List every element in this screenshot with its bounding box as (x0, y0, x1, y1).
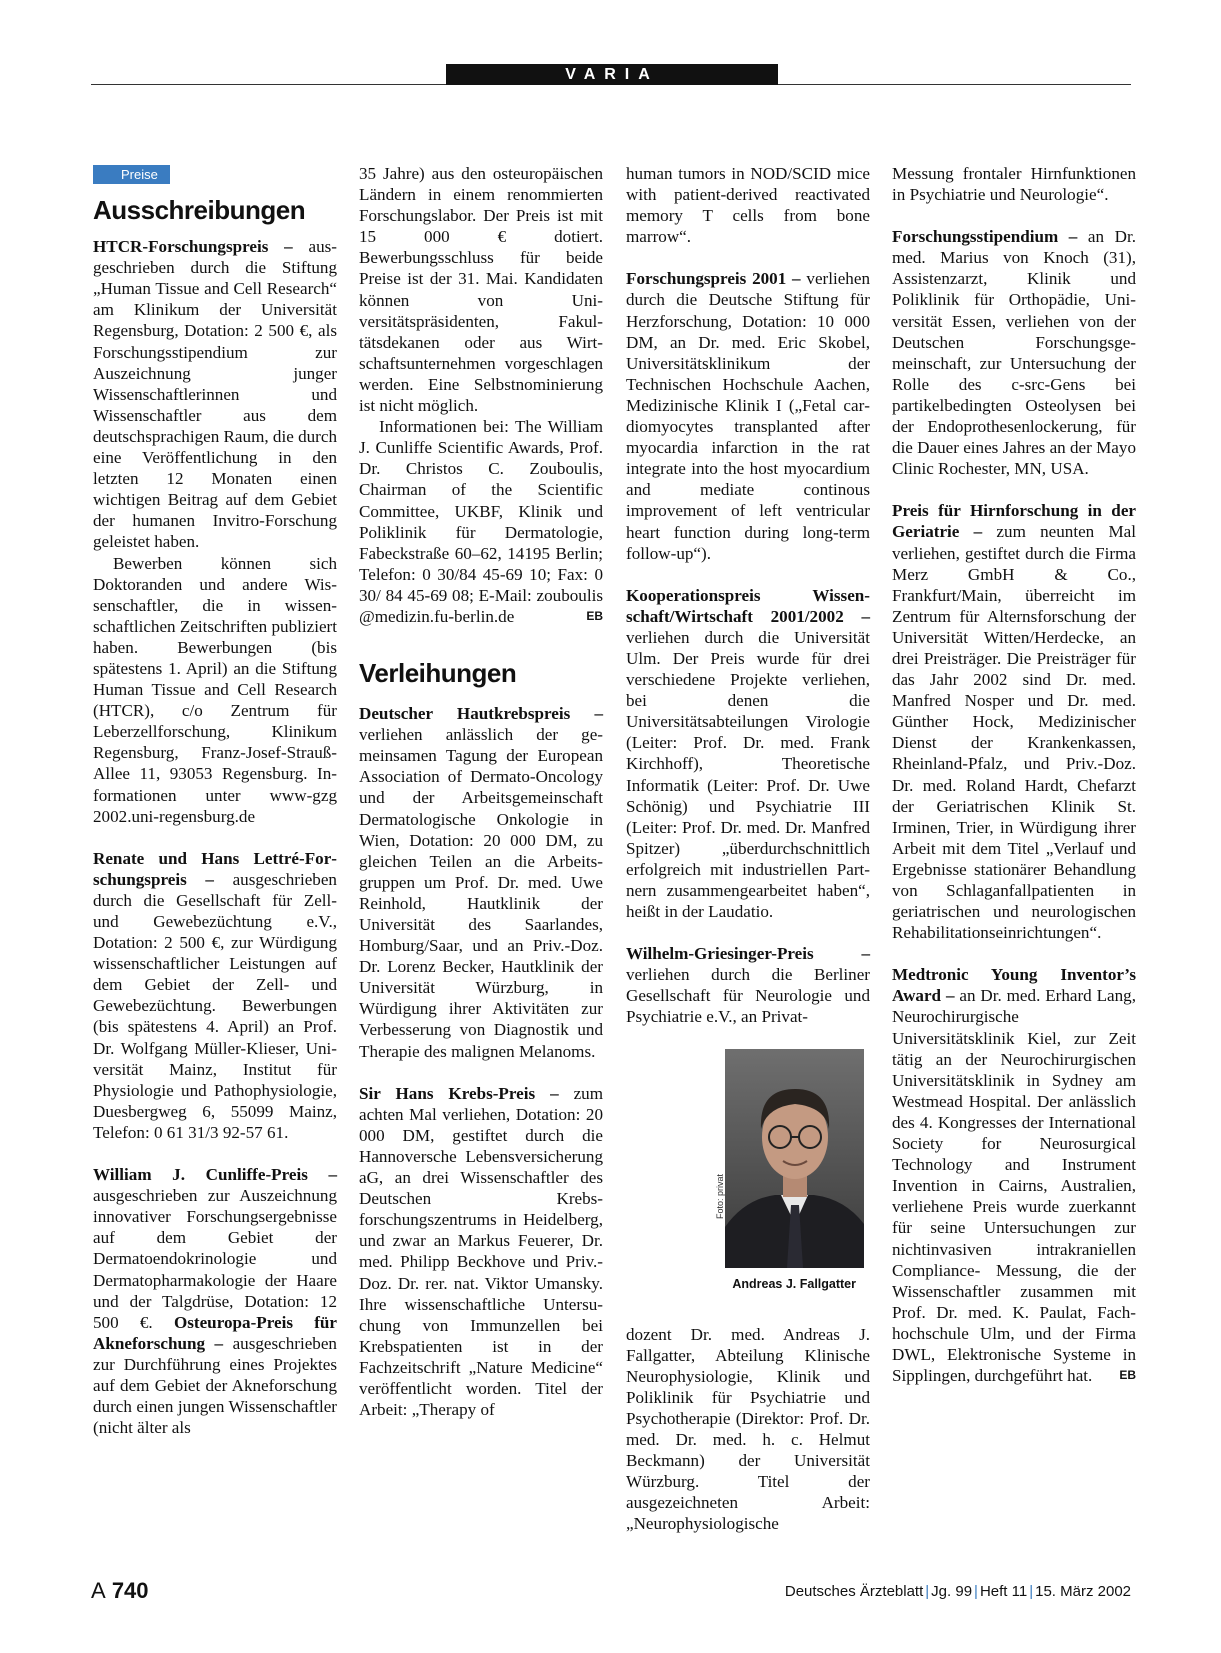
award-title: Deutscher Hautkrebspreis – (359, 704, 603, 724)
paragraph-lettre (93, 848, 337, 1143)
paragraph-forschungspreis (626, 268, 870, 563)
journal-info: Deutsches Ärzteblatt | Jg. 99 | Heft 11 | 15. März 2002 (784, 1583, 1131, 1600)
paragraph-hautkrebspreis (359, 703, 603, 1062)
page-prefix: A (91, 1578, 106, 1603)
award-title: HTCR-Forschungspreis – (93, 237, 293, 257)
paragraph-text: ausgeschrieben zur Durchführung eines Projektes auf dem Gebiet der Akneforschung durch einen jungen Wissenschaftler (nicht älter als (93, 1333, 337, 1438)
paragraph-osteuropa: 35 Jahre) aus den osteuropäischen Ländern in einem renommierten Forschungslabor. Der Preis ist mit 15 000 € dotiert. Bewerbungsschluss für beide Preise ist der 31. Mai. Kandidaten können von Universitätspräsidenten, Fakultätsdekanen oder aus Wirtschaftsunternehmen vorgeschlagen werden. Eine Selbstnominierung ist nicht möglich. (359, 164, 603, 416)
award-title: Preis für Hirnforschung in der Geriatrie – (892, 501, 1136, 542)
section-label: VARIA (446, 64, 778, 85)
author-initials: EB (586, 608, 603, 623)
paragraph-messung: Messung frontaler Hirnfunktionen in Psychiatrie und Neurologie“. (892, 164, 1136, 205)
award-title: William J. Cunliffe-Preis – (93, 1165, 337, 1185)
paragraph-text: verliehen durch die Universität Ulm. Der Preis wurde für drei verschiedene Projekte verliehen, bei denen die Universitätsabteilungen Virologie (Leiter: Prof. Dr. med. Frank Kirchhoff), Theoretische Informatik (Leiter: Prof. Dr. Uwe Schönig) und Psychiatrie III (Leiter: Prof. Dr. med. Dr. Manfred Spitzer) „überdurchschnittlich erfolgreich mit industriellen Partnern zusammengearbeitet haben“, heißt in der Laudatio. (626, 627, 870, 922)
photo-credit: Foto: privat (715, 1173, 725, 1219)
column-3 (626, 163, 870, 1535)
award-title: Wilhelm-Griesinger-Preis – (626, 944, 870, 964)
column-1 (93, 163, 337, 1438)
paragraph-kooperationspreis (626, 585, 870, 923)
award-title: Forschungspreis 2001 – (626, 269, 801, 289)
heading-verleihungen: Verleihungen (359, 658, 517, 689)
paragraph-medtronic (892, 964, 1136, 1386)
heading-ausschreibungen: Ausschreibungen (93, 195, 306, 226)
paragraph-text: verliehen durch die Deutsche Stiftung für Herzforschung, Dotation: 10 000 DM, an Dr. med. Eric Skobel, Universitätsklinikum der Technischen Hochschule Aachen, Medizinische Klinik I („Fetal cardiomyocytes transplanted after myocardia infarction in the rat integrate into the host myocardium and mediate continous improvement of left ventricular heart function during long-term follow-up“). (626, 269, 870, 563)
page-number-value: 740 (111, 1578, 149, 1603)
portrait-figure (626, 1049, 870, 1324)
category-tag: Preise (93, 165, 170, 184)
paragraph-text: ausgeschrieben durch die Gesellschaft für Zell- und Gewebezüchtung e.V., Dotation: 2 500 €, zur Würdigung wissenschaftlicher Leistungen auf dem Gebiet der Zell- und Gewebezüchtung. Bewerbungen (bis spätestens 4. April) an Prof. Dr. Wolfgang Müller-Klieser, Universität Mainz, Institut für Physiologie und Pathophysiologie, Duesbergweg 6, 55099 Mainz, Telefon: 0 61 31/3 92-57 61. (93, 869, 337, 1142)
award-title: Forschungsstipendium – (892, 227, 1078, 247)
paragraph-hirnforschung (892, 500, 1136, 943)
paragraph-text: zum achten Mal verliehen, Dotation: 20 000 DM, gestiftet durch die Hannoversche Lebensversicherung aG, an drei Wissenschaftler des Deutschen Krebsforschungszentrums in Heidelberg, und zwar an Markus Feuerer, Dr. med. Philipp Beckhove und Priv.-Doz. Dr. rer. nat. Viktor Umansky. Ihre wissenschaftliche Untersuchung von Immunzellen bei Krebspatienten ist in der Fachzeitschrift „Nature Medicine“ veröffentlicht worden. Titel der Arbeit: „Therapy of (359, 1083, 603, 1420)
portrait-image (725, 1049, 864, 1268)
paragraph-text: an Dr. med. Marius von Knoch (31), Assistenzarzt, Klinik und Poliklinik für Orthopädie, Universität Essen, verliehen von der Deutschen Forschungsgemeinschaft, zur Untersuchung der Rolle des c-src-Gens bei partikelbedingten Osteolysen bei der Endoprothesenlockerung, für die Dauer eines Jahres an der Mayo Clinic Rochester, MN, USA. (892, 227, 1136, 479)
paragraph-text: verliehen anlässlich der gemeinsamen Tagung der European Association of Dermato-Oncology und der Arbeitsgemeinschaft Dermatologische Onkologie in Wien, Dotation: 20 000 DM, zu gleichen Teilen an die Arbeitsgruppen um Prof. Dr. med. Uwe Reinhold, Hautklinik der Universität des Saarlandes, Homburg/Saar, und an Priv.-Doz. Dr. Lorenz Becker, Hautklinik der Universität Würzburg, in Würdigung ihrer Aktivitäten zur Verbesserung von Diagnostik und Therapie des malignen Melanoms. (359, 725, 603, 1061)
journal-issue: Heft 11 (979, 1583, 1028, 1600)
column-2 (359, 163, 603, 1420)
paragraph-text: an Dr. med. Erhard Lang, Neurochirurgische Universitätsklinik Kiel, zur Zeit tätig an der Neurochirurgischen Universitätsklinik in Sydney am Westmead Hospital. Der anlässlich des 4. Kongresses der International Society for Neurosurgical Technology and Instrument Invention in Cairns, Australien, verliehene Preis wurde zuerkannt für seine Untersuchungen zur nichtinvasiven intrakraniellen Compliance- Messung, die der Wissenschaftler zusammen mit Prof. Dr. med. K. Paulat, Fachhochschule Ulm, und der Firma DWL, Elektronische Systeme in Sipplingen, durchgeführt hat. (892, 986, 1136, 1386)
journal-volume: Jg. 99 (931, 1583, 973, 1600)
portrait-photo (725, 1049, 864, 1268)
paragraph-human-tumors: human tumors in NOD/SCID mice with patient-derived reactivated memory T cells from bone marrow“. (626, 164, 870, 247)
paragraph-stipendium (892, 226, 1136, 479)
award-title: Medtronic Young Inventor’s Award – (892, 965, 1136, 1006)
journal-date: 15. März 2002 (1035, 1583, 1131, 1600)
award-title: Renate und Hans Lettré-Forschungspreis – (93, 848, 337, 889)
paragraph-htcr (93, 236, 337, 552)
paragraph-text: ausgeschrieben durch die Stiftung „Human Tissue and Cell Research“ am Klinikum der Universität Regensburg, Dotation: 2 500 €, als Forschungsstipendium zur Auszeichnung junger Wissenschaftlerinnen und Wissenschaftler aus dem deutschsprachigen Raum, die durch eine Veröffentlichung in den letzten 12 Monaten einen wichtigen Beitrag auf dem Gebiet der humanen Invitro-Forschung geleistet haben. (93, 237, 337, 552)
award-title: Osteuropa-Preis für Akneforschung – (93, 1312, 337, 1353)
page-number (91, 1578, 149, 1604)
author-initials: EB (1119, 1368, 1136, 1383)
column-4 (892, 163, 1136, 1386)
paragraph-griesinger (626, 943, 870, 1027)
award-title: Kooperationspreis Wissenschaft/Wirtschaft 2001/2002 – (626, 585, 870, 626)
paragraph-text: Informationen bei: The William J. Cunliffe Scientific Awards, Prof. Dr. Christos C. Zouboulis, Chairman of the Scientific Committee, UKBF, Klinik und Poliklinik für Dermatologie, Fabeckstraße 60–62, 14195 Berlin; Telefon: 0 30/84 45-69 10; Fax: 0 30/ 84 45-69 08; E-Mail: zouboulis @medizin.fu-berlin.de (359, 417, 603, 626)
photo-caption: Andreas J. Fallgatter (732, 1276, 856, 1291)
journal-name: Deutsches Ärzteblatt (784, 1583, 924, 1600)
paragraph-text: verliehen durch die Berliner Gesellschaft für Neurologie und Psychiatrie e.V., an Privat- (626, 965, 870, 1027)
paragraph-text: zum neunten Mal verliehen, gestiftet durch die Firma Merz GmbH & Co., Frankfurt/Main, überreicht im Zentrum für Alternsforschung der Universität Witten/Herdecke, an drei Preisträger. Die Preisträger für das Jahr 2002 sind Dr. med. Manfred Nosper und Dr. med. Günther Hock, Medizinischer Dienst der Krankenkassen, Rheinland-Pfalz, und Priv.-Doz. Dr. med. Roland Hardt, Chefarzt der Geriatrischen Klinik St. Irminen, Trier, in Würdigung ihrer Arbeit mit dem Titel „Verlauf und Ergebnisse stationärer Behandlung von Schlaganfallpatienten in geriatrischen und neurologischen Rehabilitationseinrichtungen“. (892, 522, 1137, 943)
paragraph-text: ausgeschrieben zur Auszeichnung innovativer Forschungsergebnisse auf dem Gebiet der Dermatoendokrinologie und Dermatopharmakologie der Haare und der Talgdrüse, Dotation: 12 500 €. (93, 1186, 337, 1332)
award-title: Sir Hans Krebs-Preis – (359, 1083, 559, 1103)
paragraph-cunliffe (93, 1164, 337, 1438)
paragraph-informationen (359, 416, 603, 627)
paragraph-bewerben: Bewerben können sich Doktoranden und andere Wissenschaftler, die in wissenschaftlichen Zeitschriften publiziert haben. Bewerbungen (bis spätestens 1. April) an die Stiftung Human Tissue and Cell Research (HTCR), c/o Zentrum für Leberzellforschung, Klinikum Regensburg, Franz-Josef-Strauß-Allee 11, 93053 Regensburg. Informationen unter www-gzg 2002.uni-regensburg.de (93, 553, 337, 826)
paragraph-krebs-preis (359, 1083, 603, 1421)
paragraph-fallgatter: dozent Dr. med. Andreas J. Fallgatter, Abteilung Klinische Neurophysiologie, Klinik und Poliklinik für Psychiatrie und Psychotherapie (Direktor: Prof. Dr. med. Dr. med. h. c. Helmut Beckmann) der Universität Würzburg. Titel der ausgezeichneten Arbeit: „Neurophysiologische (626, 1324, 870, 1534)
